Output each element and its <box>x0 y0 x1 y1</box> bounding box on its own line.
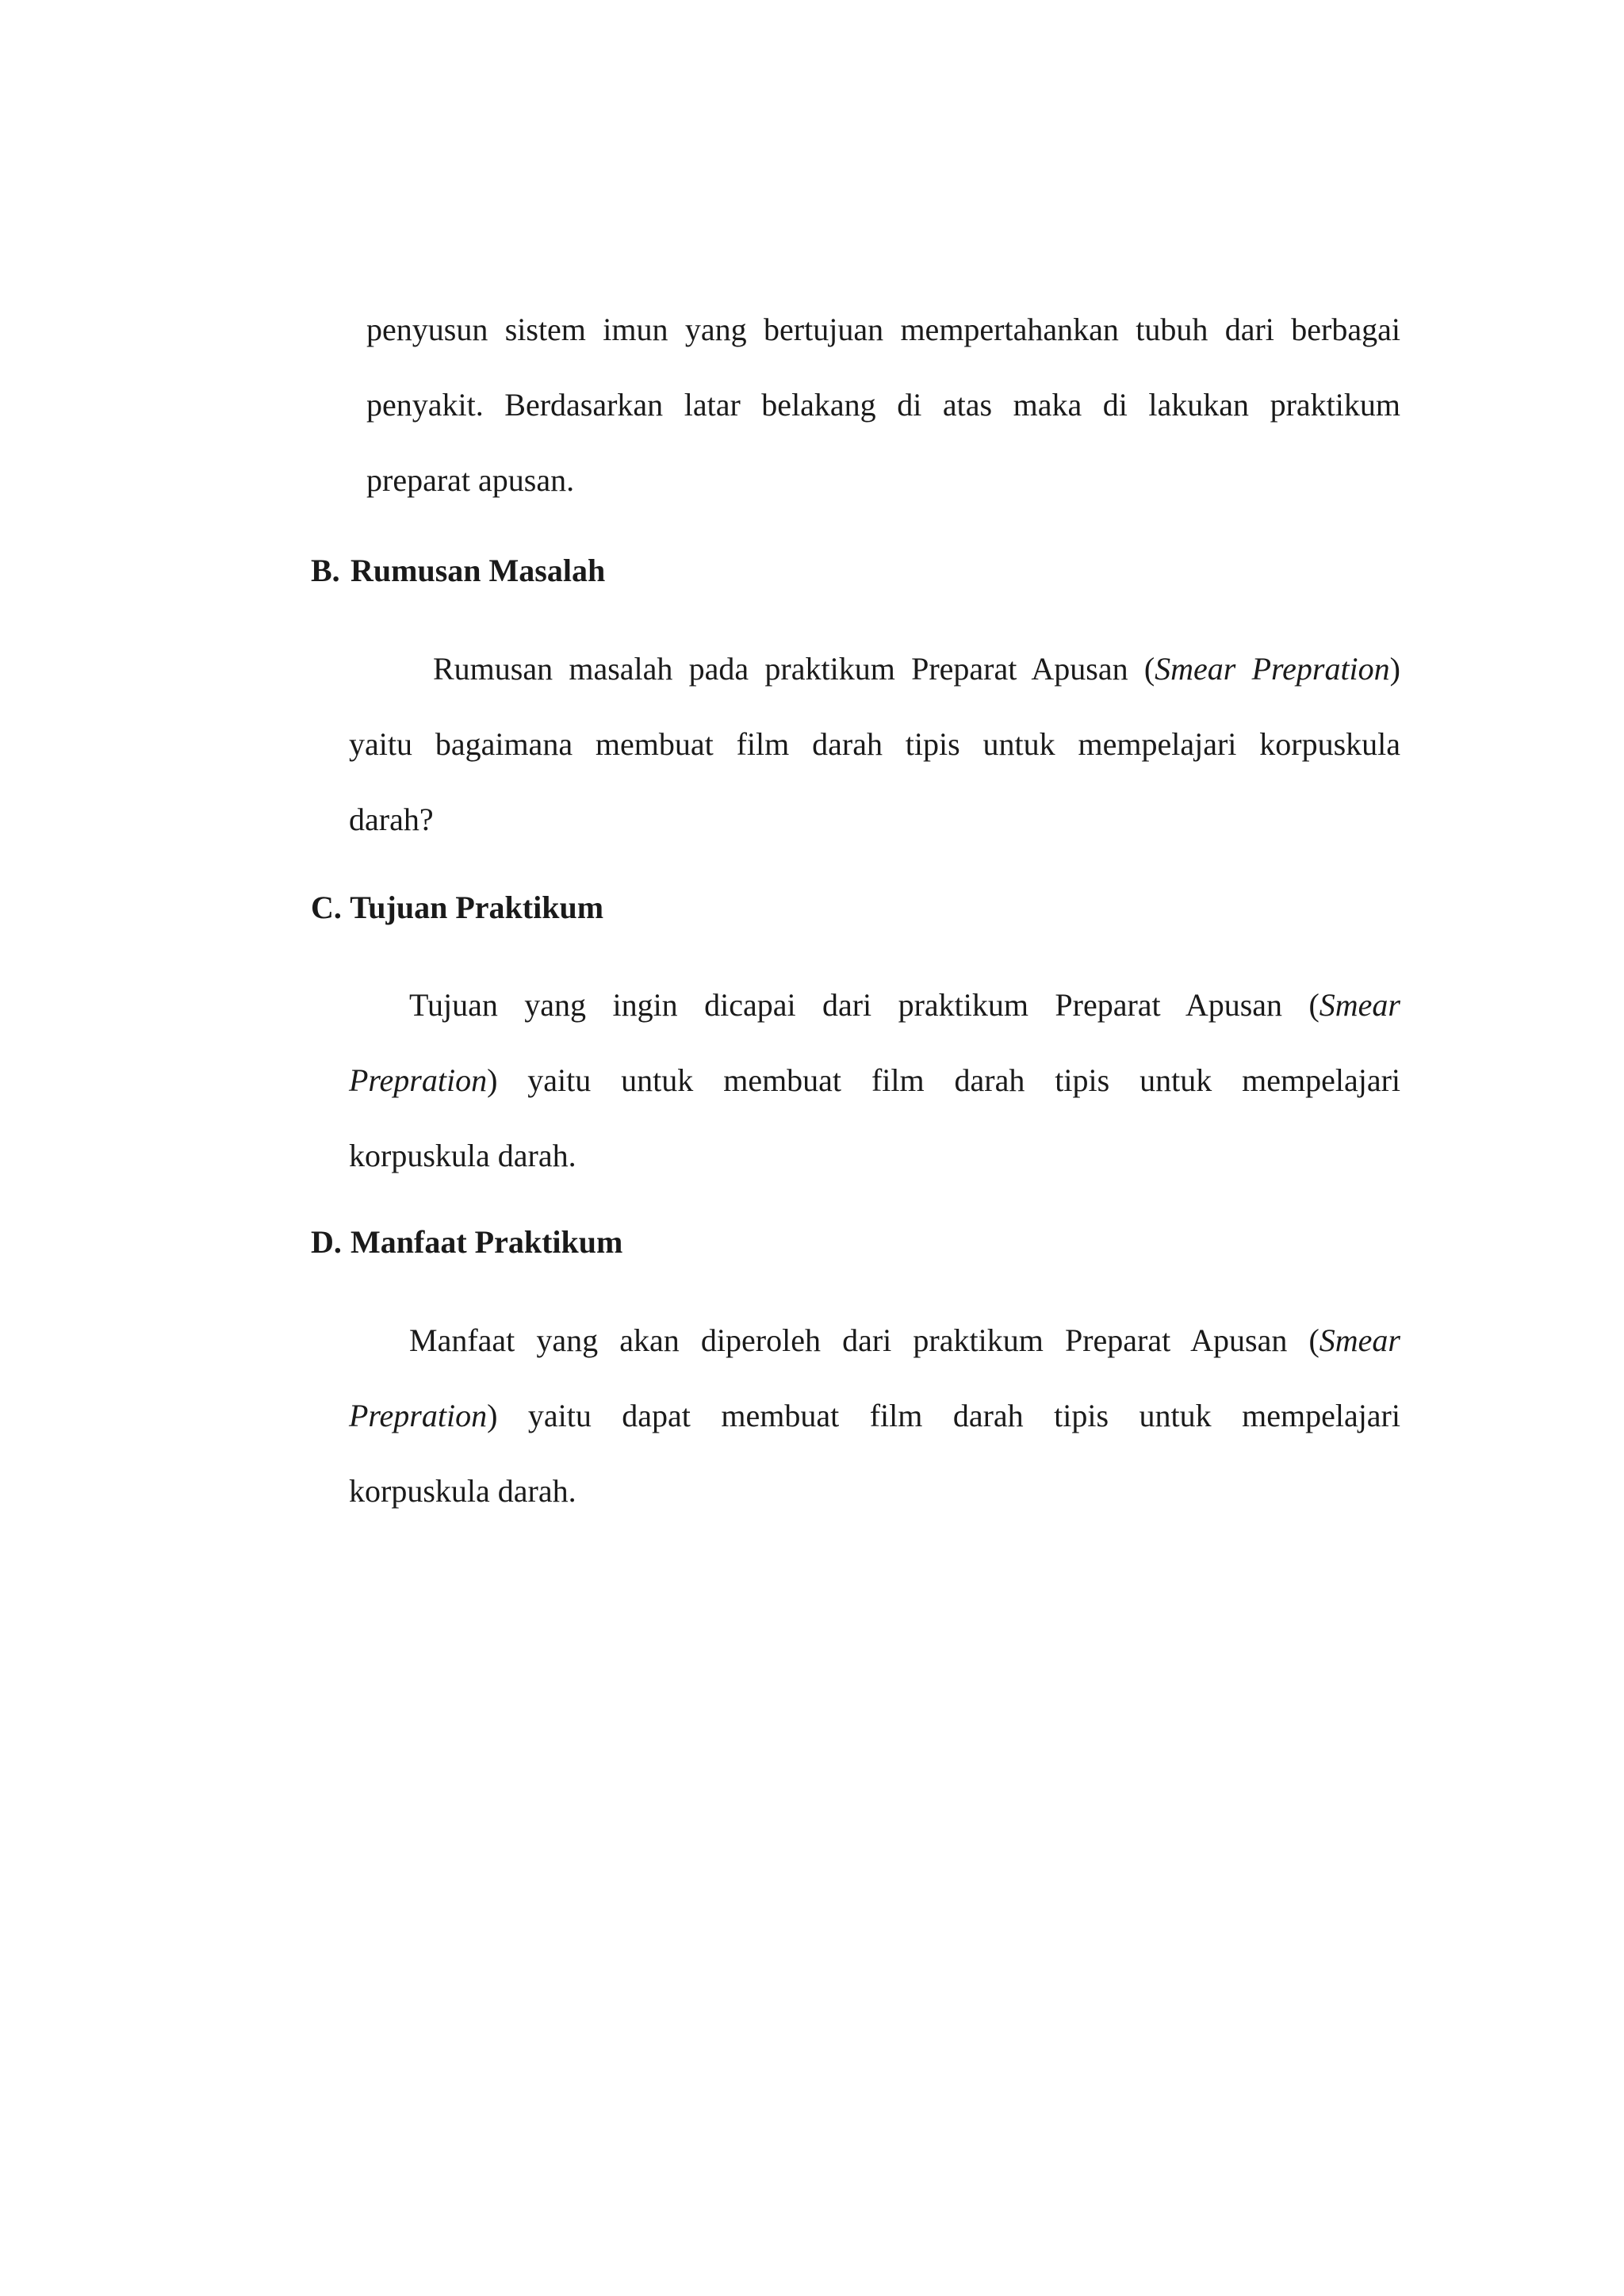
paragraph-line: darah? <box>349 802 434 837</box>
paragraph-line: Tujuan yang ingin dicapai dari praktikum Preparat Apusan (Smear <box>409 987 1400 1023</box>
paragraph-line: Prepration) yaitu dapat membuat film darah tipis untuk mempelajari <box>349 1398 1400 1433</box>
italic-term: Smear <box>1319 987 1400 1023</box>
section-heading-b <box>311 551 605 591</box>
section-title: Tujuan Praktikum <box>350 890 604 925</box>
intro-paragraph <box>366 292 1400 518</box>
paragraph-line: Rumusan masalah pada praktikum Preparat Apusan (Smear Prepration) <box>433 651 1400 687</box>
paragraph-line: korpuskula darah. <box>349 1473 576 1509</box>
section-letter: D. <box>311 1224 342 1260</box>
paragraph-line: penyusun sistem imun yang bertujuan mempertahankan tubuh dari berbagai <box>366 312 1400 347</box>
section-heading-d <box>311 1223 622 1262</box>
section-letter: B. <box>311 553 340 588</box>
section-heading-c <box>311 888 603 928</box>
paragraph-line: yaitu bagaimana membuat film darah tipis untuk mempelajari korpuskula <box>349 726 1400 762</box>
paragraph-line: preparat apusan. <box>366 462 575 498</box>
paragraph-line: penyakit. Berdasarkan latar belakang di atas maka di lakukan praktikum <box>366 387 1400 423</box>
paragraph-line: korpuskula darah. <box>349 1138 576 1173</box>
paragraph-line: Manfaat yang akan diperoleh dari praktikum Preparat Apusan (Smear <box>409 1322 1400 1358</box>
italic-term: Smear Prepration <box>1155 651 1390 687</box>
section-c-paragraph <box>349 967 1400 1193</box>
italic-term: Smear <box>1319 1322 1400 1358</box>
section-title: Manfaat Praktikum <box>350 1224 623 1260</box>
italic-term: Prepration <box>349 1398 488 1433</box>
paragraph-line: Prepration) yaitu untuk membuat film darah tipis untuk mempelajari <box>349 1062 1400 1098</box>
section-b-paragraph <box>349 631 1400 857</box>
italic-term: Prepration <box>349 1062 488 1098</box>
section-letter: C. <box>311 890 342 925</box>
section-d-paragraph <box>349 1303 1400 1529</box>
section-title: Rumusan Masalah <box>350 553 606 588</box>
